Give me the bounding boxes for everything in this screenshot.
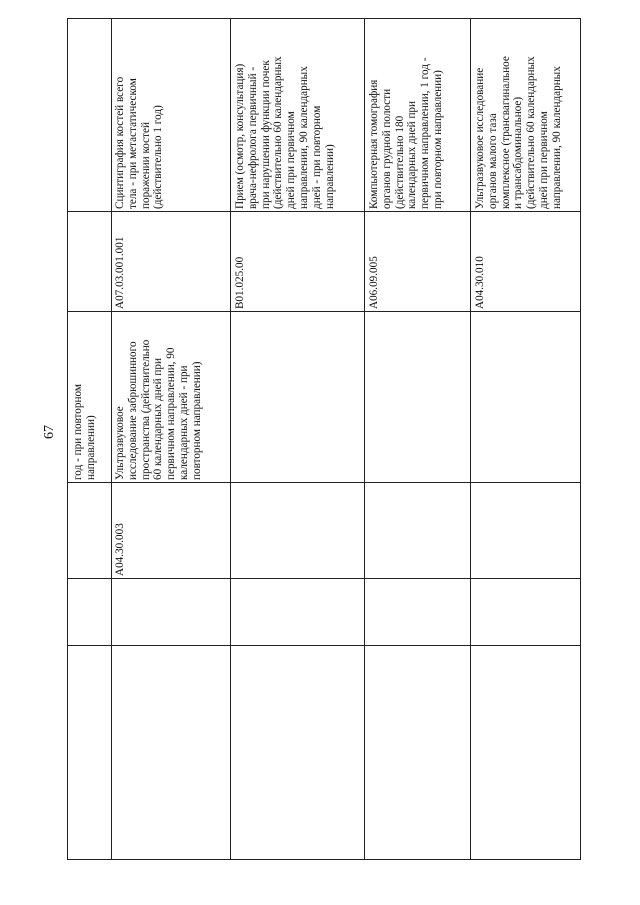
text-line: Компьютерная томография [368,79,380,209]
column-divider [67,645,581,646]
text-line: календарных дней при [406,100,419,209]
service-code: B01.025.00 [234,256,246,309]
text-line: направлении) [84,415,97,480]
text-line: дней при первичном [285,111,298,209]
text-line: Ультразвуковое исследование [474,67,486,209]
text-line: повторном направлении) [190,361,203,480]
text-line: Ультразвуковое [114,406,126,480]
followup-code-cell [234,213,248,309]
column-divider [67,578,581,579]
main-service-cell [114,315,226,480]
text-line: пространства (действительно [139,339,152,480]
text-line: направлении, 90 календарных [297,66,310,209]
text-line: (действительно 180 [393,115,406,209]
table-border-left [67,18,68,860]
text-line: комплексное (трансвагинальное [499,56,512,209]
text-line: первичном направлении, 90 [165,347,178,480]
row-divider [470,18,471,860]
service-code: A07.03.001.001 [114,236,126,309]
text-line: тела - при метастатическом [126,78,139,209]
followup-service-cell [114,20,226,209]
service-code: A06.09.005 [368,256,380,309]
text-line: Прием (осмотр, консультация) [234,63,246,209]
row-divider [111,18,112,860]
text-line: (действительно 1 год) [152,105,165,209]
text-line: органов грудной полости [380,88,393,209]
column-divider [67,311,581,312]
followup-code-cell [368,213,382,309]
text-line: первичном направлении, 1 год - [419,57,432,209]
table-border-bottom [67,859,581,860]
text-line: календарных дней - при [177,365,190,480]
service-code: A04.30.003 [114,523,126,576]
row-divider [230,18,231,860]
main-code-cell [114,484,128,576]
text-line: год - при повторном [72,384,84,480]
text-line: (действительно 60 календарных [525,56,538,209]
page-number: 67 [42,425,57,439]
column-divider [67,482,581,483]
text-line: Сцинтиграфия костей всего [114,76,126,209]
followup-code-cell [114,213,128,309]
text-line: при повторном направлении) [431,70,444,209]
text-line: дней при первичном [537,111,550,209]
text-line: поражении костей [139,122,152,209]
text-line: 60 календарных дней при [152,358,165,480]
followup-service-cell [368,20,468,209]
row-divider [364,18,365,860]
text-line: органов малого таза [486,113,499,209]
text-line: (действительно 60 календарных [272,56,285,209]
column-divider [67,211,581,212]
text-line: направлении, 90 календарных [550,66,563,209]
text-line: направлении) [323,144,336,209]
service-code: A04.30.010 [474,256,486,309]
continuation-service-cell [72,315,108,480]
text-line: и трансабдоминальное) [512,96,525,209]
text-line: дней - при повторном [310,105,323,209]
followup-service-cell [234,20,362,209]
text-line: исследование забрюшинного [126,341,139,480]
text-line: врача-нефролога первичный - [246,66,259,209]
table-border-right [580,18,581,860]
column-divider [67,18,581,19]
followup-service-cell [474,20,578,209]
text-line: при нарушении функции почек [259,60,272,209]
followup-code-cell [474,213,488,309]
